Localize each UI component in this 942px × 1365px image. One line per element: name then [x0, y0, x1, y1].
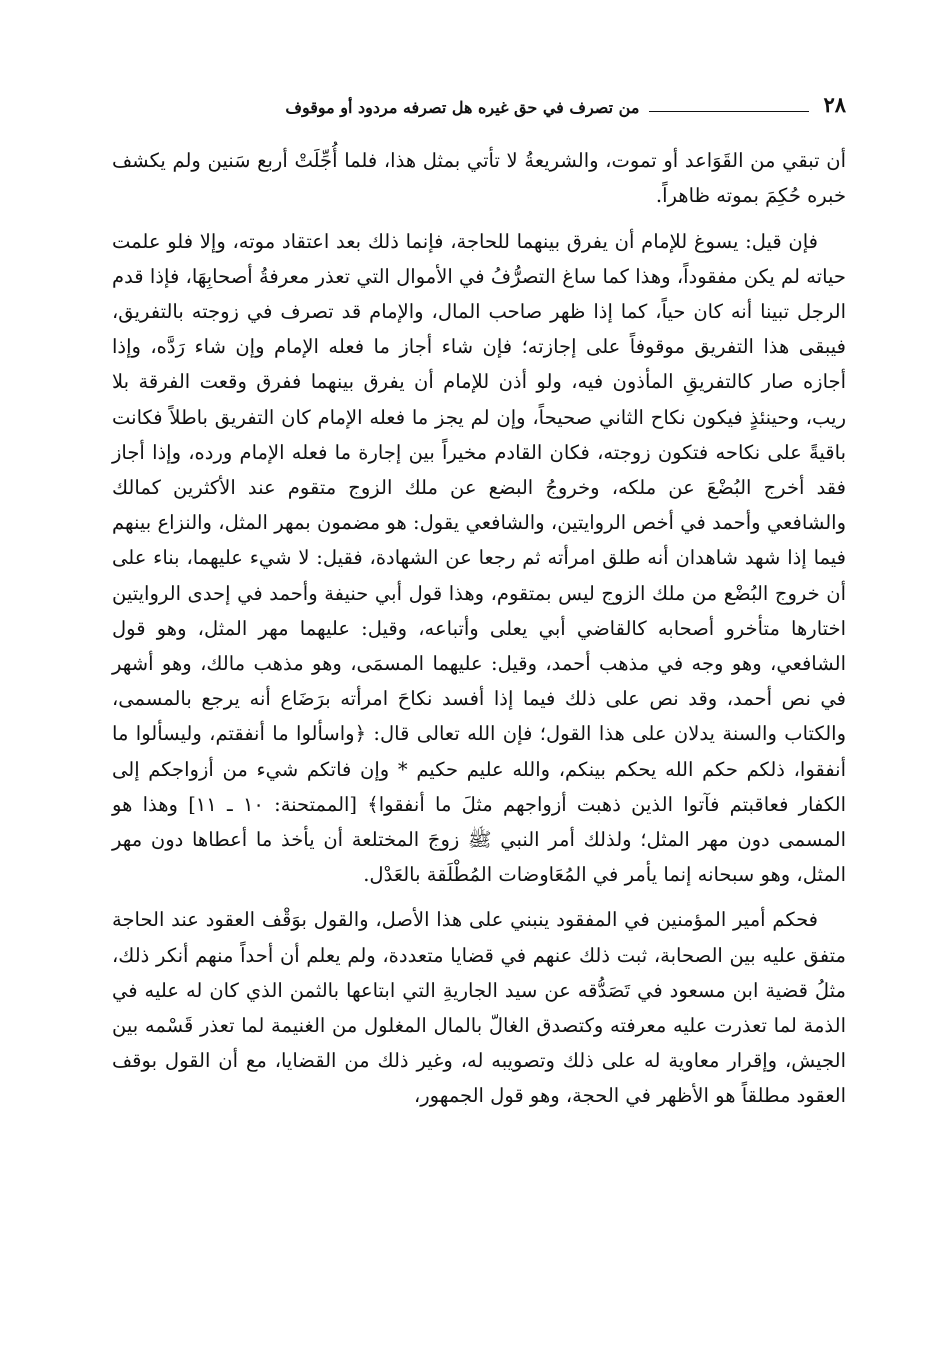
paragraph: فإن قيل: يسوغ للإمام أن يفرق بينهما للحاجة، فإنما ذلك بعد اعتقاد موته، وإلا فلو علمت حياته لم يكن مفقوداً، وهذا كما ساغ التصرُّفُ في الأموال التي تعذر معرفةُ أصحابِهَا، فإذا قدم الرجل تبينا أنه كان حياً، كما إذا ظهر صاحب المال، والإمام قد تصرف في زوجته بالتفريق، فيبقى هذا التفريق موقوفاً على إجازته؛ فإن شاء أجاز ما فعله الإمام وإن شاء رَدَّه، وإذا أجازه صار كالتفريقِ المأذون فيه، ولو أذن للإمام أن يفرق بينهما ففرق وقعت الفرقة بلا ريب، وحينئذٍ فيكون نكاح الثاني صحيحاً، وإن لم يجز ما فعله الإمام كان التفريق باطلاً فكانت باقيةً على نكاحه فتكون زوجته، فكان القادم مخيراً بين إجارة ما فعله الإمام ورده، وإذا أجاز فقد أخرج البُضْعَ عن ملكه، وخروجُ البضع عن ملك الزوج متقوم عند الأكثرين كمالك والشافعي وأحمد في أخص الروايتين، والشافعي يقول: هو مضمون بمهر المثل، والنزاع بينهم فيما إذا شهد شاهدان أنه طلق امرأته ثم رجعا عن الشهادة، فقيل: لا شيء عليهما، بناء على أن خروج البُضْع من ملك الزوج ليس بمتقوم، وهذا قول أبي حنيفة وأحمد في إحدى الروايتين اختارها متأخرو أصحابه كالقاضي أبي يعلى وأتباعه، وقيل: عليهما مهر المثل، وهو قول الشافعي، وهو وجه في مذهب أحمد، وقيل: عليهما المسمَى، وهو مذهب مالك، وهو أشهر في نص أحمد، وقد نص على ذلك فيما إذا أفسد نكاحَ امرأته برَضَاع أنه يرجع بالمسمى، والكتاب والسنة يدلان على هذا القول؛ فإن الله تعالى قال: ﴿واسألوا ما أنفقتم، وليسألوا ما أنفقوا، ذلكم حكم الله يحكم بينكم، والله عليم حكيم * وإن فاتكم شيء من أزواجكم إلى الكفار فعاقبتم فآتوا الذين ذهبت أزواجهم مثلَ ما أنفقوا﴾ [الممتحنة: ١٠ ـ ١١] وهذا هو المسمى دون مهر المثل؛ ولذلك أمر النبي ﷺ زوجَ المختلعة أن يأخذ ما أعطاها دون مهر المثل، وهو سبحانه إنما يأمر في المُعَاوضات المُطْلَقة بالعَدْل. — [112, 229, 846, 887]
paragraph: فحكم أمير المؤمنين في المفقود ينبني على هذا الأصل، والقول بوَقْف العقود عند الحاجة متفق عليه بين الصحابة، ثبت ذلك عنهم في قضايا متعددة، ولم يعلم أن أحداً منهم أنكر ذلك، مثلُ قضية ابن مسعود في تَصَدُّقه عن سيد الجاريةِ التي ابتاعها بالثمن الذي كان له عليه في الذمة لما تعذرت عليه معرفته وكتصدق الغالّ بالمال المغلول من الغنيمة لما تعذر قَسْمه بين الجيش، وإقرار معاوية له على ذلك وتصويبه له، وغير ذلك من القضايا، مع أن القول بوقف العقود مطلقاً هو الأظهر في الحجة، وهو قول الجمهور، — [112, 908, 846, 1108]
running-title: من تصرف في حق غيره هل تصرفه مردود أو موقوف — [285, 98, 640, 117]
running-header — [112, 92, 846, 117]
page-number: ٢٨ — [823, 92, 846, 117]
page-body — [112, 143, 846, 1113]
header-rule — [649, 111, 809, 112]
paragraph: أن تبقي من القَوَاعد أو تموت، والشريعةُ لا تأتي بمثل هذا، فلما أُجِّلَتْ أربع سَنين ولم يكشف خبره حُكِمَ بموته ظاهراً. — [112, 149, 846, 208]
